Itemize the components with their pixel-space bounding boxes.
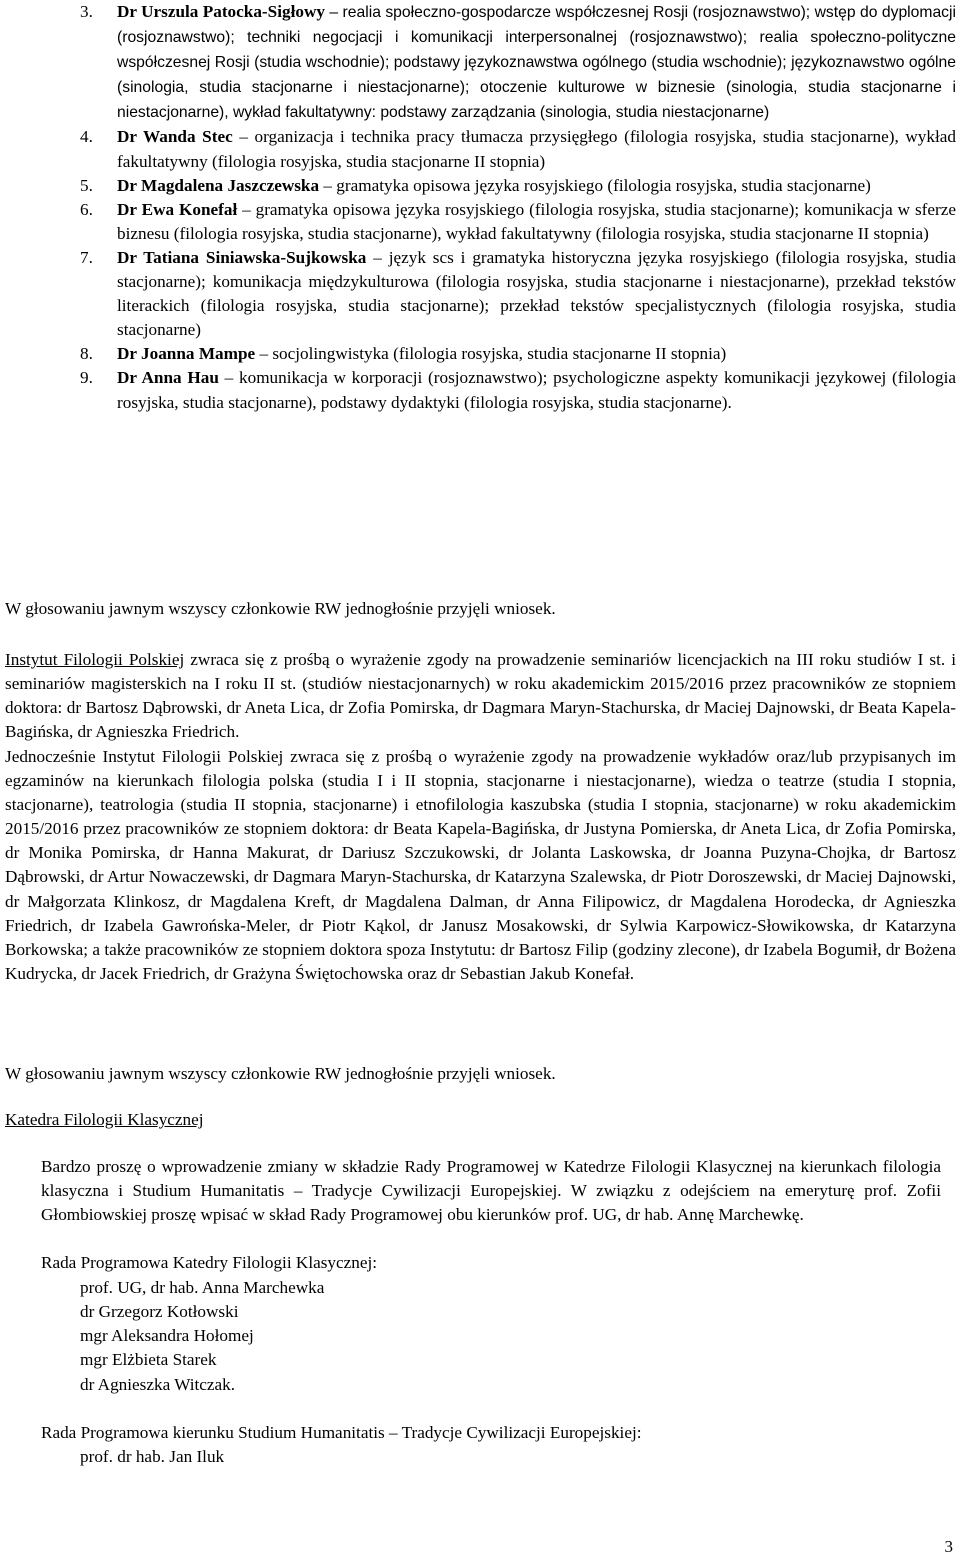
course-list: gramatyka opisowa języka rosyjskiego (filologia rosyjska, studia stacjonarne); komunikacja w sferze biznesu (filologia rosyjska, studia stacjonarne), wykład fakultatywny (filologia rosyjska, studia stacjonarne II stopnia) — [117, 199, 956, 243]
list-item: 7. Dr Tatiana Siniawska-Sujkowska – język scs i gramatyka historyczna języka rosyjskiego (filologia rosyjska, studia stacjonarne); komunikacja międzykulturowa (filologia rosyjska, studia stacjonarne i niestacjonarne), przekład tekstów literackich (filologia rosyjska, studia stacjonarne); przekład tekstów specjalistycznych (filologia rosyjska, studia stacjonarne) — [80, 246, 956, 342]
vote-statement: W głosowaniu jawnym wszyscy członkowie RW jednogłośnie przyjęli wniosek. — [5, 1064, 556, 1083]
institute-request — [5, 648, 956, 744]
council-title: Rada Programowa kierunku Studium Humanitatis – Tradycje Cywilizacji Europejskiej: — [41, 1423, 642, 1442]
staff-name: Dr Joanna Mampe — [117, 344, 256, 364]
council-member: prof. dr hab. Jan Iluk — [80, 1447, 225, 1466]
staff-name: Dr Tatiana Siniawska-Sujkowska — [117, 247, 367, 267]
staff-name: Dr Ewa Konefał — [117, 199, 238, 219]
council-title: Rada Programowa Katedry Filologii Klasycznej: — [41, 1253, 378, 1272]
list-number: 8. — [80, 344, 93, 364]
staff-list — [80, 0, 956, 415]
list-item: 4. Dr Wanda Stec – organizacja i technika pracy tłumacza przysięgłego (filologia rosyjska, studia stacjonarne), wykład fakultatywny (filologia rosyjska, studia stacjonarne II stopnia) — [80, 125, 956, 173]
staff-name: Dr Urszula Patocka-Sigłowy — [117, 2, 325, 21]
page-number: 3 — [944, 1537, 953, 1556]
council-member: mgr Elżbieta Starek — [80, 1350, 217, 1369]
council-change-request: Bardzo proszę o wprowadzenie zmiany w składzie Rady Programowej w Katedrze Filologii Klasycznej na kierunkach filologia klasyczna i Studium Humanitatis – Tradycje Cywilizacji Europejskiej. W związku z odejściem na emeryturę prof. Zofii Głombiowskiej proszę wpisać w skład Rady Programowej obu kierunków prof. UG, dr hab. Annę Marchewkę. — [41, 1157, 941, 1225]
list-number: 7. — [80, 247, 93, 267]
council-member: mgr Aleksandra Hołomej — [80, 1326, 254, 1345]
council-member: dr Agnieszka Witczak. — [80, 1375, 236, 1394]
course-list: socjolingwistyka (filologia rosyjska, studia stacjonarne II stopnia) — [272, 344, 727, 364]
vote-statement: W głosowaniu jawnym wszyscy członkowie RW jednogłośnie przyjęli wniosek. — [5, 599, 556, 618]
council-member: dr Grzegorz Kotłowski — [80, 1302, 239, 1321]
course-list: organizacja i technika pracy tłumacza przysięgłego (filologia rosyjska, studia stacjonarne), wykład fakultatywny (filologia rosyjska, studia stacjonarne II stopnia) — [117, 127, 956, 171]
request-text: zwraca się z prośbą o wyrażenie zgody na prowadzenie seminariów licencjackich na III roku studiów I st. i seminariów magisterskich na I roku II st. (studiów niestacjonarnych) w roku akademickim 2015/2016 przez pracowników ze stopniem doktora: dr Bartosz Dąbrowski, dr Aneta Lica, dr Zofia Pomirska, dr Dagmara Maryn-Stachurska, dr Maciej Dajnowski, dr Beata Kapela-Bagińska, dr Agnieszka Friedrich. — [5, 650, 956, 742]
list-number: 3. — [80, 2, 93, 21]
council-member: prof. UG, dr hab. Anna Marchewka — [80, 1278, 325, 1297]
institute-request-lectures: Jednocześnie Instytut Filologii Polskiej zwraca się z prośbą o wyrażenie zgody na prowadzenie wykładów oraz/lub przypisanych im egzaminów na kierunkach filologia polska (studia I i II stopnia, stacjonarne i niestacjonarne), wiedza o teatrze (studia I stopnia, stacjonarne), teatrologia (studia II stopnia, stacjonarne) i etnofilologia kaszubska (studia I stopnia, stacjonarne) w roku akademickim 2015/2016 przez pracowników ze stopniem doktora: dr Beata Kapela-Bagińska, dr Justyna Pomierska, dr Aneta Lica, dr Zofia Pomirska, dr Monika Pomirska, dr Hanna Makurat, dr Dariusz Szczukowski, dr Jolanta Laskowska, dr Joanna Puzyna-Chojka, dr Bartosz Dąbrowski, dr Artur Nowaczewski, dr Dagmara Maryn-Stachurska, dr Katarzyna Szalewska, dr Piotr Doroszewski, dr Maciej Dajnowski, dr Małgorzata Klinkosz, dr Magdalena Kreft, dr Magdalena Dalman, dr Anna Filipowicz, dr Magdalena Horodecka, dr Agnieszka Friedrich, dr Izabela Gawrońska-Meler, dr Piotr Kąkol, dr Janusz Mosakowski, dr Sylwia Karpowicz-Słowikowska, dr Katarzyna Borkowska; a także pracowników ze stopniem doktora spoza Instytutu: dr Bartosz Filip (godziny zlecone), dr Izabela Bogumił, dr Bożena Kudrycka, dr Jacek Friedrich, dr Grażyna Świętochowska oraz dr Sebastian Jakub Konefał. — [5, 747, 956, 983]
list-number: 6. — [80, 199, 93, 219]
section-heading-ifp: Instytut Filologii Polskiej — [5, 650, 185, 669]
staff-name: Dr Magdalena Jaszczewska — [117, 175, 320, 195]
list-number: 9. — [80, 368, 93, 388]
list-item: 8. Dr Joanna Mampe – socjolingwistyka (filologia rosyjska, studia stacjonarne II stopnia) — [80, 342, 956, 366]
course-list: realia społeczno-gospodarcze współczesnej Rosji (rosjoznawstwo); wstęp do dyplomacji (rosjoznawstwo); techniki negocjacji i komunikacji interpersonalnej (rosjoznawstwo); realia społeczno-polityczne współczesnej Rosji (studia wschodnie); podstawy językoznawstwa ogólnego (studia wschodnie); językoznawstwo ogólne (sinologia, studia stacjonarne i niestacjonarne); otoczenie kulturowe w biznesie (sinologia, studia stacjonarne i niestacjonarne), wykład fakultatywny: podstawy zarządzania (sinologia, studia niestacjonarne) — [117, 4, 956, 122]
list-item: 9. Dr Anna Hau – komunikacja w korporacji (rosjoznawstwo); psychologiczne aspekty komunikacji językowej (filologia rosyjska, studia stacjonarne), podstawy dydaktyki (filologia rosyjska, studia stacjonarne). — [80, 366, 956, 414]
course-list: język scs i gramatyka historyczna języka rosyjskiego (filologia rosyjska, studia stacjonarne); komunikacja międzykulturowa (filologia rosyjska, studia stacjonarne i niestacjonarne), przekład tekstów literackich (filologia rosyjska, studia stacjonarne); przekład tekstów specjalistycznych (filologia rosyjska, studia stacjonarne) — [117, 247, 956, 340]
list-item: 3. Dr Urszula Patocka-Sigłowy – realia społeczno-gospodarcze współczesnej Rosji (rosjoznawstwo); wstęp do dyplomacji (rosjoznawstwo); techniki negocjacji i komunikacji interpersonalnej (rosjoznawstwo); realia społeczno-polityczne współczesnej Rosji (studia wschodnie); podstawy językoznawstwa ogólnego (studia wschodnie); językoznawstwo ogólne (sinologia, studia stacjonarne i niestacjonarne); otoczenie kulturowe w biznesie (sinologia, studia stacjonarne i niestacjonarne), wykład fakultatywny: podstawy zarządzania (sinologia, studia niestacjonarne) — [80, 0, 956, 125]
list-item: 5. Dr Magdalena Jaszczewska – gramatyka opisowa języka rosyjskiego (filologia rosyjska, studia stacjonarne) — [80, 174, 956, 198]
staff-name: Dr Anna Hau — [117, 368, 219, 388]
course-list: komunikacja w korporacji (rosjoznawstwo); psychologiczne aspekty komunikacji językowej (filologia rosyjska, studia stacjonarne), podstawy dydaktyki (filologia rosyjska, studia stacjonarne). — [117, 368, 956, 412]
list-number: 4. — [80, 127, 93, 147]
course-list: gramatyka opisowa języka rosyjskiego (filologia rosyjska, studia stacjonarne) — [336, 175, 871, 195]
section-heading-kfk: Katedra Filologii Klasycznej — [5, 1110, 204, 1129]
list-number: 5. — [80, 175, 93, 195]
list-item: 6. Dr Ewa Konefał – gramatyka opisowa języka rosyjskiego (filologia rosyjska, studia stacjonarne); komunikacja w sferze biznesu (filologia rosyjska, studia stacjonarne), wykład fakultatywny (filologia rosyjska, studia stacjonarne II stopnia) — [80, 198, 956, 246]
staff-name: Dr Wanda Stec — [117, 127, 233, 147]
